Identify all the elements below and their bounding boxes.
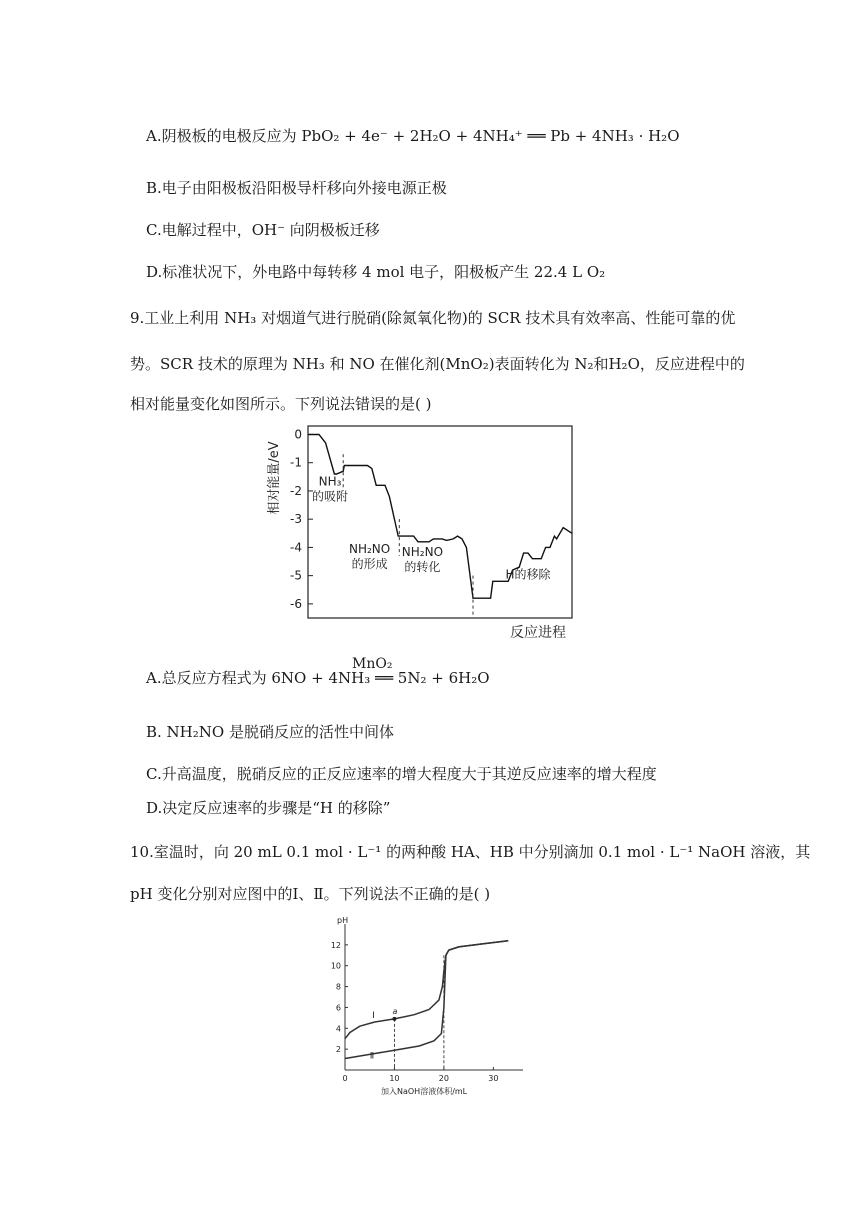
ph-x-tick-label: 30 [488,1074,499,1083]
q9-option-a: A.总反应方程式为 6NO + 4NH₃ ══ 5N₂ + 6H₂O [146,669,490,687]
ph-x-tick-label: 10 [389,1074,400,1083]
energy-plot-frame [308,426,572,618]
ph-y-tick-label: 8 [335,982,341,992]
series-2-label: Ⅱ [369,1051,375,1062]
ph-x-tick-label: 20 [438,1074,449,1083]
stage-annotation: 的吸附 [311,489,349,504]
stage-annotation: NH₂NO [401,544,444,559]
stage-annotation: 的形成 [351,557,388,572]
series-1-label: Ⅰ [372,1010,375,1021]
point-a-label: a [392,1006,398,1016]
ph-y-axis-label: pH [337,916,349,925]
stage-annotation: NH₃ [318,474,342,489]
energy-x-axis-label: 反应进程 [510,625,566,641]
q9-stem-line-3: 相对能量变化如图所示。下列说法错误的是( ) [130,395,432,413]
energy-y-tick-label: 0 [294,427,302,442]
q10-stem-line-1: 10.室温时，向 20 mL 0.1 mol · L⁻¹ 的两种酸 HA、HB 中分别滴加 0.1 mol · L⁻¹ NaOH 溶液，其 [130,843,811,861]
point-a-marker [392,1017,396,1021]
stage-annotation: H的移除 [505,567,551,582]
energy-y-tick-label: -4 [290,540,302,555]
q10-stem-line-2: pH 变化分别对应图中的Ⅰ、Ⅱ。下列说法不正确的是( ) [130,885,491,903]
q8-option-a: A.阴极板的电极反应为 PbO₂ + 4e⁻ + 2H₂O + 4NH₄⁺ ══ Pb + 4NH₃ · H₂O [146,127,680,145]
ph-y-tick-label: 2 [335,1045,341,1055]
energy-y-tick-label: -5 [290,568,302,583]
ph-y-tick-label: 4 [335,1024,341,1034]
q8-option-b: B.电子由阳极板沿阳极导杆移向外接电源正极 [146,179,447,197]
q9-option-d: D.决定反应速率的步骤是“H 的移除” [146,799,391,817]
ph-y-tick-label: 12 [330,940,341,950]
ph-x-tick-label: 0 [342,1074,348,1083]
stage-annotation: 的转化 [404,559,441,574]
q9-option-c: C.升高温度，脱硝反应的正反应速率的增大程度大于其逆反应速率的增大程度 [146,765,657,783]
ph-y-tick-label: 10 [330,961,341,971]
energy-y-tick-label: -6 [290,596,302,611]
q9-stem-line-1: 9.工业上利用 NH₃ 对烟道气进行脱硝(除氮氧化物)的 SCR 技术具有效率高、性能可靠的优 [130,309,736,327]
q9-option-b: B. NH₂NO 是脱硝反应的活性中间体 [146,723,394,741]
ph-series-line-1 [345,941,508,1039]
energy-y-tick-label: -2 [290,483,302,498]
energy-y-axis-label: 相对能量/eV [267,441,282,515]
ph-x-axis-label: 加入NaOH溶液体积/mL [381,1087,468,1096]
q9-stem-line-2: 势。SCR 技术的原理为 NH₃ 和 NO 在催化剂(MnO₂)表面转化为 N₂和H₂O，反应进程中的 [130,355,745,373]
stage-annotation: NH₂NO [348,542,391,557]
q8-option-d: D.标准状况下，外电路中每转移 4 mol 电子，阳极板产生 22.4 L O₂ [146,263,606,281]
q8-option-c: C.电解过程中，OH⁻ 向阴极板迁移 [146,221,380,239]
q9-option-a-catalyst: MnO₂ [352,656,393,672]
energy-y-tick-label: -1 [290,455,302,470]
energy-y-tick-label: -3 [290,512,302,527]
energy-profile-chart [262,418,592,643]
ph-y-tick-label: 6 [335,1003,341,1013]
ph-series-line-2 [345,941,508,1059]
titration-ph-chart [325,910,540,1100]
